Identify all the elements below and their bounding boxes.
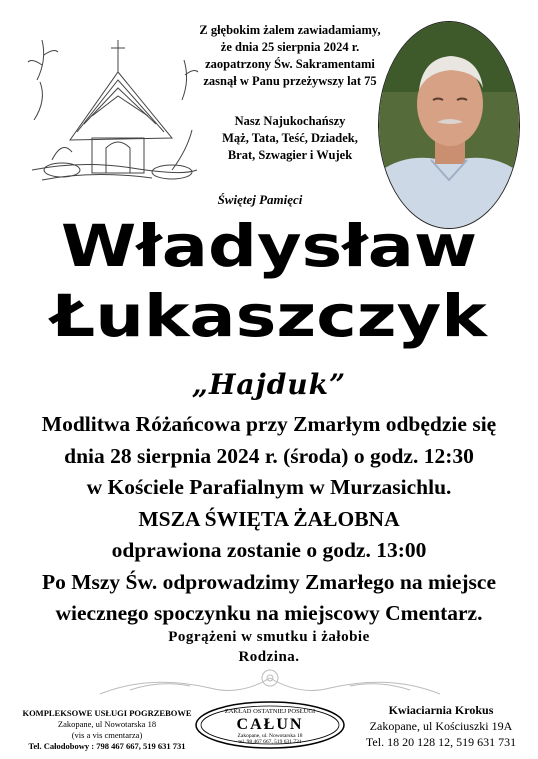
intro-line: zaopatrzony Św. Sakramentami xyxy=(205,57,375,71)
funeral-home-info xyxy=(12,708,202,752)
intro-line: zasnął w Panu przeżywszy lat 75 xyxy=(203,74,377,88)
funeral-home-line: Zakopane, ul Nowotarska 18 xyxy=(57,719,157,729)
family-relations xyxy=(190,113,390,164)
florist-phone: Tel. 18 20 128 12, 519 631 731 xyxy=(365,735,517,749)
first-name xyxy=(0,212,538,280)
in-memoriam-heading: Świętej Pamięci xyxy=(217,192,303,207)
logo-name: CAŁUN xyxy=(236,716,304,733)
family-line: Mąż, Tata, Teść, Dziadek, xyxy=(222,131,358,145)
funeral-home-line: KOMPLEKSOWE USŁUGI POGRZEBOWE xyxy=(22,708,192,718)
details-line: Modlitwa Różańcowa przy Zmarłym odbędzie się xyxy=(41,412,497,436)
florist-info xyxy=(350,702,532,750)
chapel-drawing xyxy=(22,20,202,198)
deceased-portrait xyxy=(378,21,520,229)
mourners-line: Rodzina. xyxy=(238,649,300,665)
intro-line: Z głębokim żalem zawiadamiamy, xyxy=(199,23,381,37)
family-line: Brat, Szwagier i Wujek xyxy=(227,148,353,162)
logo-address: Zakopane, ul. Nowotarska 18 xyxy=(237,733,303,739)
logo-phone: tel. 98 467 667, 519 631 731 xyxy=(238,739,302,745)
first-name-text: Władysław xyxy=(60,212,478,280)
intro-line: że dnia 25 sierpnia 2024 r. xyxy=(220,40,360,54)
details-line: wiecznego spoczynku na miejscowy Cmentarz. xyxy=(55,601,483,625)
details-line: Po Mszy Św. odprowadzimy Zmarłego na miejsce xyxy=(41,569,497,594)
family-line: Nasz Najukochańszy xyxy=(234,114,346,128)
last-name xyxy=(0,282,538,350)
florist-name: Kwiaciarnia Krokus xyxy=(388,703,494,717)
funeral-home-line: (vis a vis cmentarza) xyxy=(71,730,143,740)
florist-address: Zakopane, ul Kościuszki 19A xyxy=(369,719,513,733)
details-line: MSZA ŚWIĘTA ŻAŁOBNA xyxy=(138,506,400,531)
mourners-line: Pogrążeni w smutku i żałobie xyxy=(168,629,370,645)
mourners xyxy=(0,627,538,667)
last-name-text: Łukaszczyk xyxy=(51,282,487,350)
funeral-home-line: Tel. Całodobowy : 798 467 667, 519 631 731 xyxy=(28,741,186,751)
logo-arc-text: ZAKŁAD OSTATNIEJ POSŁUGI xyxy=(224,708,316,715)
details-line: dnia 28 sierpnia 2024 r. (środa) o godz. 12:30 xyxy=(64,443,474,468)
announcement-intro xyxy=(190,22,390,90)
nickname: „Hajduk” xyxy=(191,368,347,401)
funeral-details xyxy=(0,409,538,630)
calun-logo xyxy=(190,697,350,751)
details-line: w Kościele Parafialnym w Murzasichlu. xyxy=(86,475,452,499)
details-line: odprawiona zostanie o godz. 13:00 xyxy=(111,538,427,562)
